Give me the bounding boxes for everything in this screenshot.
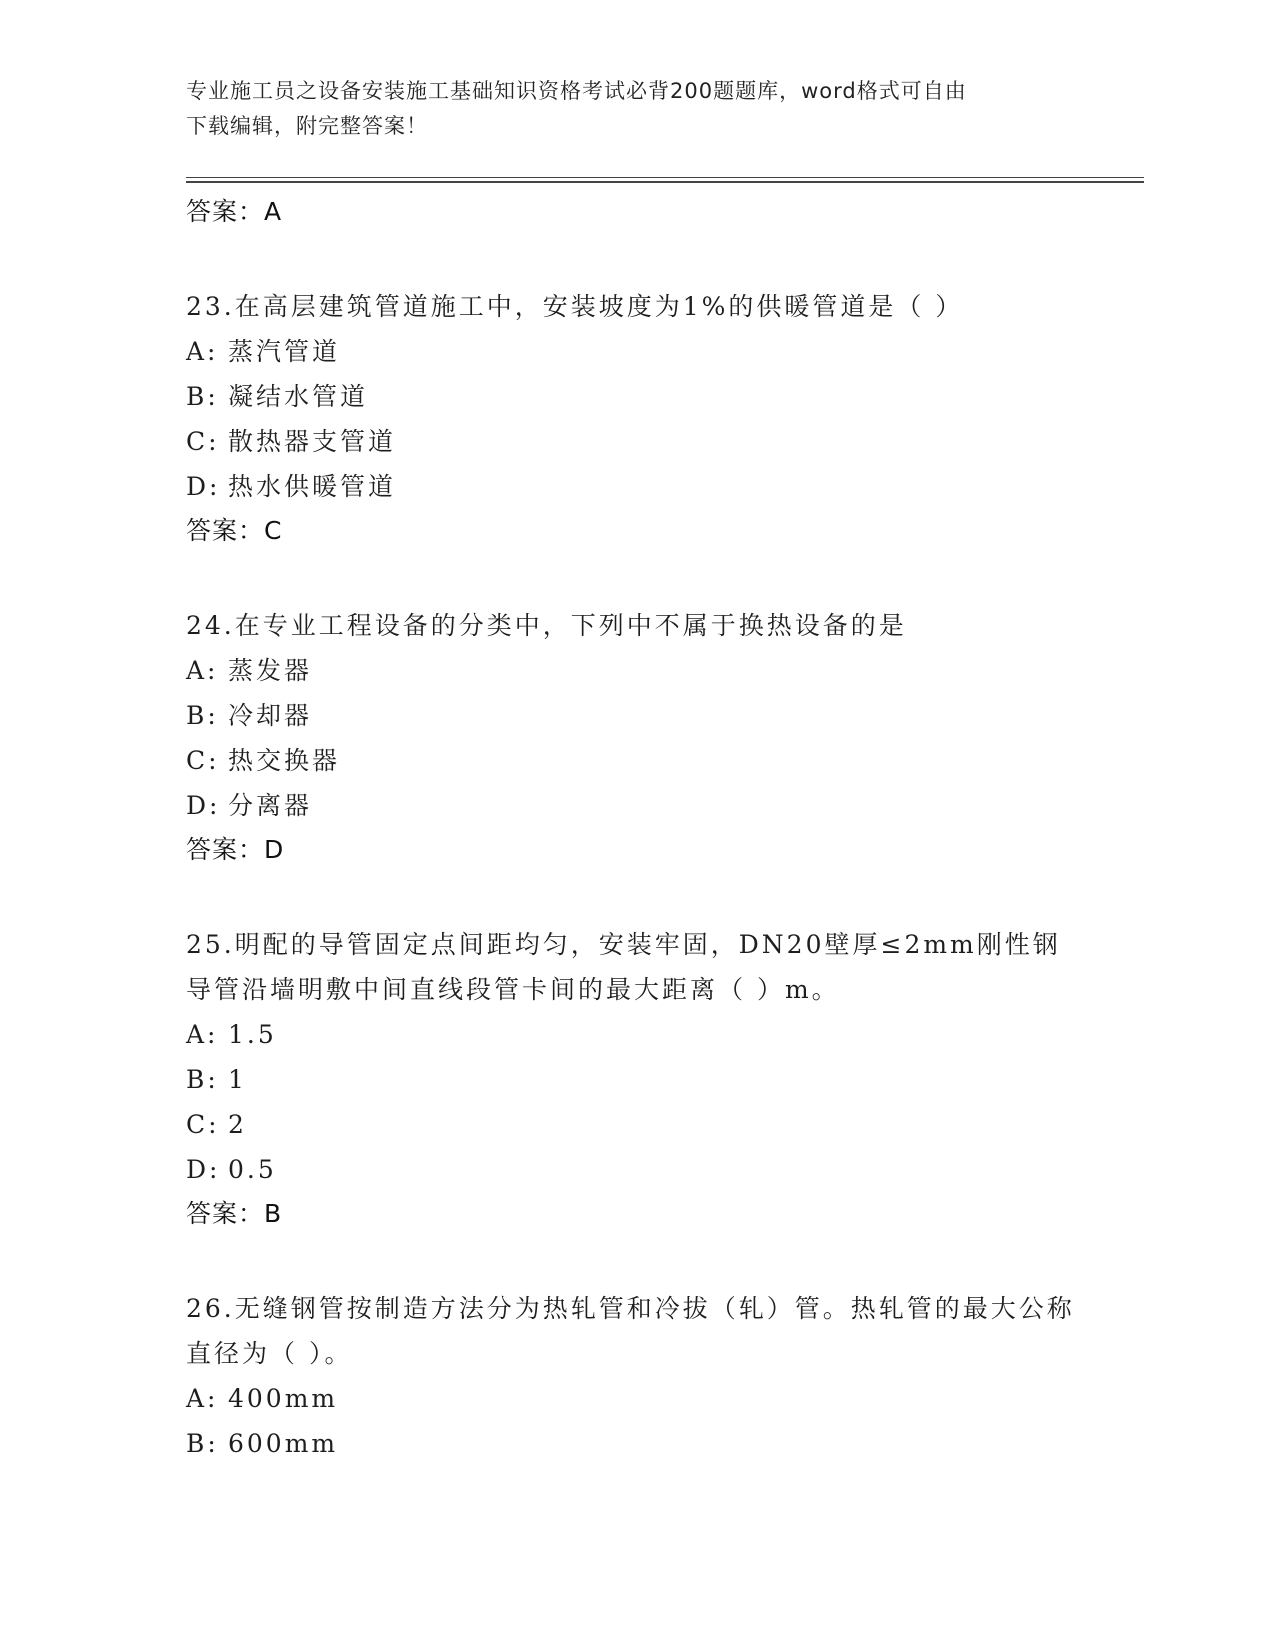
option-letter: B: [186,382,219,411]
option-d [186,464,1086,509]
option-text: 热水供暖管道 [228,472,397,501]
option-text: 2 [228,1110,247,1139]
option-d [186,783,1086,828]
answer-line: 答案：A [186,197,283,226]
document-header [186,74,1066,144]
option-letter: A: [186,337,219,366]
option-letter: D: [186,1155,221,1184]
option-b [186,1057,1086,1102]
option-b [186,1421,1086,1466]
option-letter: D: [186,791,221,820]
option-a [186,1376,1086,1421]
question-block [186,1286,1086,1466]
question-block [186,922,1086,1236]
option-b [186,693,1086,738]
option-text: 0.5 [228,1155,277,1184]
option-letter: C: [186,427,220,456]
option-b [186,374,1086,419]
option-letter: A: [186,656,219,685]
question-stem: 24.在专业工程设备的分类中，下列中不属于换热设备的是 [186,611,907,640]
option-text: 分离器 [228,791,313,820]
option-letter: A: [186,1384,219,1413]
option-text: 600mm [228,1429,339,1458]
option-text: 冷却器 [228,701,313,730]
answer-line: 答案：C [186,516,283,545]
option-c [186,1102,1086,1147]
option-letter: D: [186,472,221,501]
header-divider-thick [186,181,1144,183]
option-letter: C: [186,1110,220,1139]
question-stem: 26.无缝钢管按制造方法分为热轧管和冷拔（轧）管。热轧管的最大公称直径为（ ）。 [186,1294,1075,1368]
header-line-1: 专业施工员之设备安装施工基础知识资格考试必背200题题库，word格式可自由 [186,79,967,103]
header-line-2: 下载编辑，附完整答案！ [186,114,428,138]
option-letter: C: [186,746,220,775]
option-c [186,738,1086,783]
option-a [186,329,1086,374]
option-letter: A: [186,1020,219,1049]
question-stem: 25.明配的导管固定点间距均匀，安装牢固，DN20壁厚≤2mm刚性钢导管沿墙明敷中间直线段管卡间的最大距离（ ）m。 [186,930,1061,1004]
option-text: 蒸汽管道 [228,337,341,366]
option-text: 凝结水管道 [228,382,369,411]
option-text: 热交换器 [228,746,341,775]
option-letter: B: [186,701,219,730]
question-block [186,284,1086,553]
question-block [186,603,1086,872]
option-letter: B: [186,1065,219,1094]
option-a [186,648,1086,693]
option-c [186,419,1086,464]
option-d [186,1147,1086,1192]
option-text: 散热器支管道 [228,427,397,456]
answer-line: 答案：B [186,1199,283,1228]
question-stem: 23.在高层建筑管道施工中，安装坡度为1%的供暖管道是（ ） [186,292,964,321]
question-list [186,190,1086,1466]
option-a [186,1012,1086,1057]
answer-line: 答案：D [186,835,285,864]
header-divider [186,177,1144,178]
option-text: 400mm [228,1384,339,1413]
option-letter: B: [186,1429,219,1458]
option-text: 1 [228,1065,247,1094]
option-text: 蒸发器 [228,656,313,685]
option-text: 1.5 [228,1020,277,1049]
